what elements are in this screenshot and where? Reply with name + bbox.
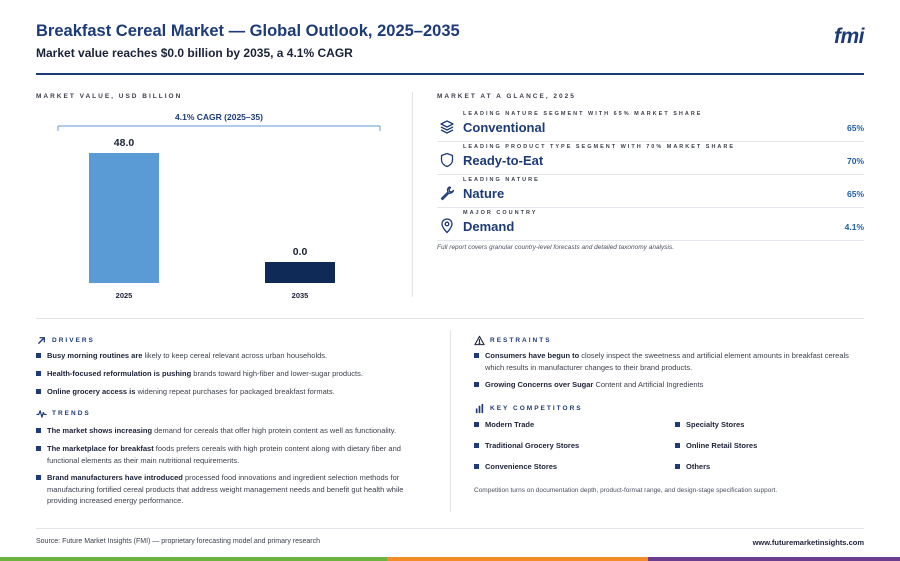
warning-icon bbox=[474, 335, 485, 346]
glance-row-percent: 65% bbox=[846, 189, 864, 199]
competitor-item: Specialty Stores bbox=[675, 420, 744, 429]
drivers-caption bbox=[36, 335, 95, 346]
stripe-purple bbox=[648, 557, 900, 561]
source-note: Source: Future Market Insights (FMI) — proprietary forecasting model and primary research bbox=[36, 538, 320, 545]
layers-icon bbox=[439, 119, 455, 135]
footer-divider bbox=[36, 528, 864, 529]
glance-row-caption: LEADING NATURE bbox=[463, 177, 540, 183]
glance-row-value: Nature bbox=[463, 186, 505, 201]
data-label-2025: 48.0 bbox=[113, 137, 135, 149]
glance-note: Full report covers granular country-level forecasts and detailed taxonomy analysis. bbox=[437, 244, 675, 251]
trends-caption bbox=[36, 408, 91, 419]
restraints-caption-text: RESTRAINTS bbox=[490, 337, 552, 344]
brand-color-stripe bbox=[0, 557, 900, 561]
restraint-item: Consumers have begun to closely inspect the sweetness and artificial element amounts in breakfast cereals which results in manufacturer changes to their brand products. bbox=[474, 350, 866, 373]
trends-caption-text: TRENDS bbox=[52, 410, 91, 417]
restraints-caption bbox=[474, 335, 552, 346]
driver-item: Busy morning routines are likely to keep cereal relevant across urban households. bbox=[36, 350, 431, 362]
section-divider bbox=[412, 92, 413, 297]
competitors-caption-text: KEY COMPETITORS bbox=[490, 405, 583, 412]
x-tick-2035: 2035 bbox=[291, 291, 309, 300]
glance-row-leading-nature bbox=[437, 175, 864, 208]
competitors-caption bbox=[474, 403, 583, 414]
competitor-item: Convenience Stores bbox=[474, 462, 557, 471]
glance-row-product-type bbox=[437, 142, 864, 175]
competitors-note: Competition turns on documentation depth, product-format range, and design-stage specification support. bbox=[474, 487, 778, 494]
competitor-item: Others bbox=[675, 462, 710, 471]
bar-2025 bbox=[89, 153, 159, 283]
page-title: Breakfast Cereal Market — Global Outlook, 2025–2035 bbox=[36, 22, 460, 40]
glance-row-caption: LEADING PRODUCT TYPE SEGMENT WITH 70% MARKET SHARE bbox=[463, 144, 736, 150]
chart-section-caption: MARKET VALUE, USD BILLION bbox=[36, 93, 183, 100]
fmi-logo: fmi bbox=[834, 25, 864, 48]
wrench-icon bbox=[439, 185, 455, 201]
glance-row-caption: LEADING NATURE SEGMENT WITH 65% MARKET SHARE bbox=[463, 111, 703, 117]
glance-row-caption: MAJOR COUNTRY bbox=[463, 210, 538, 216]
glance-row-value: Conventional bbox=[463, 120, 546, 135]
map-pin-icon bbox=[439, 218, 455, 234]
arrow-up-right-icon bbox=[36, 335, 47, 346]
data-label-2035: 0.0 bbox=[292, 246, 308, 258]
website-link[interactable]: www.futuremarketinsights.com bbox=[752, 538, 864, 547]
cagr-label: 4.1% CAGR (2025–35) bbox=[175, 112, 263, 122]
page-subtitle: Market value reaches $0.0 billion by 2035, a 4.1% CAGR bbox=[36, 46, 353, 60]
bar-2035 bbox=[265, 262, 335, 283]
trend-item: The market shows increasing demand for cereals that offer high protein content as well as functionality. bbox=[36, 425, 431, 437]
driver-item: Health-focused reformulation is pushing brands toward high-fiber and lower-sugar products. bbox=[36, 368, 431, 380]
glance-row-nature-segment bbox=[437, 109, 864, 142]
drivers-caption-text: DRIVERS bbox=[52, 337, 95, 344]
restraint-item: Growing Concerns over Sugar Content and Artificial Ingredients bbox=[474, 379, 866, 391]
shield-icon bbox=[439, 152, 455, 168]
competitor-item: Online Retail Stores bbox=[675, 441, 757, 450]
stripe-orange bbox=[387, 557, 648, 561]
glance-row-percent: 70% bbox=[846, 156, 864, 166]
glance-row-value: Ready-to-Eat bbox=[463, 153, 544, 168]
lower-section-divider bbox=[450, 330, 451, 512]
glance-row-value: Demand bbox=[463, 219, 515, 234]
market-value-bar-chart bbox=[36, 105, 406, 305]
cagr-bracket bbox=[58, 112, 380, 131]
glance-caption: MARKET AT A GLANCE, 2025 bbox=[437, 93, 576, 100]
middle-divider bbox=[36, 318, 864, 319]
trend-item: Brand manufacturers have introduced processed food innovations and ingredient selection methods for manufacturing fortified cereal products that address weight management needs and benefit gut health while providing increased energy performance. bbox=[36, 472, 431, 507]
trend-item: The marketplace for breakfast foods prefers cereals with high protein content along with dietary fiber and functional elements as their main nutritional requirements. bbox=[36, 443, 431, 466]
x-tick-2025: 2025 bbox=[115, 291, 133, 300]
glance-row-major-country bbox=[437, 208, 864, 241]
driver-item: Online grocery access is widening repeat purchases for packaged breakfast formats. bbox=[36, 386, 431, 398]
glance-row-percent: 4.1% bbox=[844, 222, 864, 232]
competitor-item: Modern Trade bbox=[474, 420, 534, 429]
header-divider bbox=[36, 73, 864, 75]
pulse-icon bbox=[36, 408, 47, 419]
competitor-item: Traditional Grocery Stores bbox=[474, 441, 579, 450]
bar-chart-icon bbox=[474, 403, 485, 414]
stripe-green bbox=[0, 557, 387, 561]
glance-row-percent: 65% bbox=[846, 123, 864, 133]
